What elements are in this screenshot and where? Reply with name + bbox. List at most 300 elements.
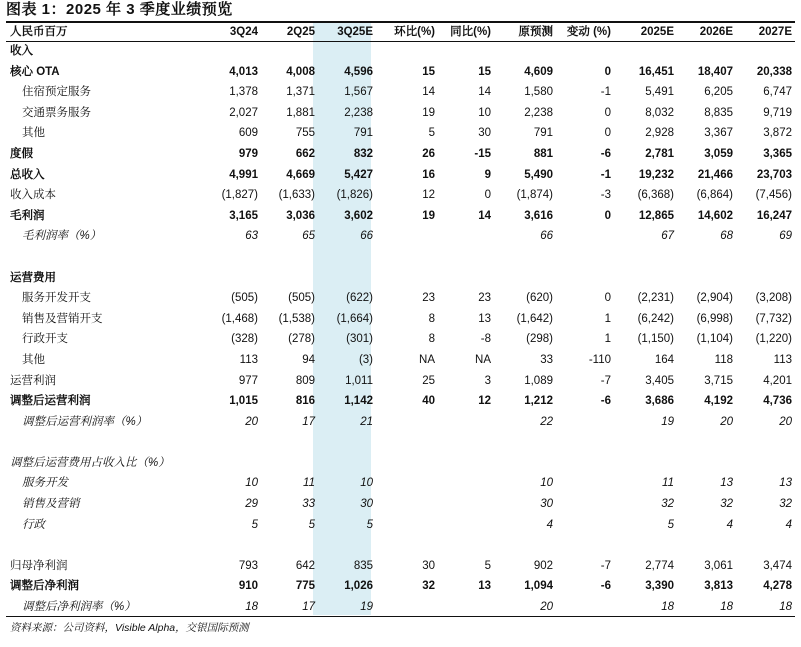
table-cell: 17	[302, 601, 315, 614]
table-row	[6, 412, 795, 433]
table-cell: (328)	[231, 333, 258, 346]
table-cell: 816	[295, 395, 315, 408]
table-row	[6, 473, 795, 494]
table-cell	[614, 247, 677, 268]
header-cell: 人民币百万	[10, 26, 68, 38]
table-cell: 4,669	[286, 168, 315, 181]
table-row	[6, 535, 795, 556]
table-cell: -1	[600, 86, 611, 99]
table-cell: 23	[478, 292, 491, 305]
row-label: 行政	[22, 518, 45, 531]
header-cell: 原预测	[518, 26, 553, 38]
table-cell	[736, 535, 795, 556]
table-cell	[677, 268, 736, 289]
table-cell	[261, 432, 318, 453]
row-label: 交通票务服务	[22, 106, 91, 119]
table-cell	[494, 432, 556, 453]
table-cell: (1,642)	[516, 312, 553, 325]
table-cell: 15	[478, 65, 491, 78]
table-cell: 1,378	[229, 86, 258, 99]
table-cell	[376, 473, 438, 494]
table-cell: 12	[478, 395, 491, 408]
table-cell: 642	[295, 559, 315, 572]
table-cell: 3,813	[704, 580, 733, 593]
row-label: 收入成本	[10, 189, 56, 202]
figure-title: 图表 1：2025 年 3 季度业绩预览	[6, 1, 233, 18]
table-cell: 8	[428, 333, 435, 346]
table-cell: 13	[779, 477, 792, 490]
table-cell	[204, 247, 261, 268]
table-cell	[204, 41, 261, 62]
table-cell: 5,491	[645, 86, 674, 99]
table-cell: 791	[353, 127, 373, 140]
table-cell	[376, 432, 438, 453]
row-label: 毛利润	[10, 209, 45, 222]
table-cell	[376, 226, 438, 247]
table-cell: 69	[779, 230, 792, 243]
table-cell	[438, 41, 494, 62]
table-cell: 63	[245, 230, 258, 243]
table-cell: 29	[245, 498, 258, 511]
table-cell: 18	[661, 601, 674, 614]
table-cell: 0	[604, 209, 611, 222]
row-label: 核心 OTA	[10, 65, 60, 78]
table-cell: 11	[303, 477, 315, 490]
table-cell: (298)	[526, 333, 553, 346]
table-cell: 3,872	[763, 127, 792, 140]
table-cell: 4,201	[763, 374, 792, 387]
table-cell	[494, 453, 556, 474]
table-cell	[261, 535, 318, 556]
table-cell: 67	[661, 230, 674, 243]
row-label: 服务开发开支	[22, 292, 91, 305]
table-cell: 5	[251, 518, 258, 531]
table-cell: (1,538)	[278, 312, 315, 325]
table-cell: 2,238	[524, 106, 553, 119]
table-cell: 33	[302, 498, 315, 511]
header-cell: 2025E	[640, 26, 674, 38]
table-cell	[438, 535, 494, 556]
table-cell: 2,781	[645, 147, 674, 160]
table-cell: 18	[779, 601, 792, 614]
table-cell: 4,609	[524, 65, 553, 78]
table-cell	[556, 597, 614, 618]
table-cell: 118	[714, 353, 733, 366]
table-cell: 30	[540, 498, 553, 511]
earnings-table	[6, 23, 795, 618]
table-cell: 164	[654, 353, 674, 366]
table-cell: 14	[478, 209, 491, 222]
table-cell: -6	[600, 580, 611, 593]
table-cell: (1,664)	[336, 312, 373, 325]
table-cell: 1,567	[344, 86, 373, 99]
table-cell: (620)	[526, 292, 553, 305]
table-cell: 19	[422, 209, 435, 222]
table-cell	[556, 453, 614, 474]
table-cell: 32	[720, 498, 733, 511]
table-cell	[494, 41, 556, 62]
table-cell: 1,371	[286, 86, 315, 99]
table-cell: 5	[366, 518, 373, 531]
table-cell: (1,150)	[637, 333, 674, 346]
table-cell: (505)	[288, 292, 315, 305]
table-cell: 16,247	[756, 209, 792, 222]
table-cell: (6,242)	[637, 312, 674, 325]
table-cell: (1,874)	[516, 189, 553, 202]
table-row	[6, 309, 795, 330]
table-cell: 19	[661, 415, 674, 428]
table-cell: 1,881	[286, 106, 315, 119]
table-cell: 5	[667, 518, 674, 531]
table-cell: (1,633)	[278, 189, 315, 202]
table-cell	[376, 453, 438, 474]
table-cell: -6	[600, 147, 611, 160]
table-cell: 4,991	[229, 168, 258, 181]
table-cell: 23,703	[756, 168, 792, 181]
table-cell: 3,367	[704, 127, 733, 140]
table-cell	[318, 535, 376, 556]
table-cell: 20,338	[756, 65, 792, 78]
table-row	[6, 515, 795, 536]
table-row	[6, 165, 795, 186]
table-cell: 65	[302, 230, 315, 243]
table-cell: 4	[785, 518, 792, 531]
table-cell: 20	[540, 601, 553, 614]
table-cell	[204, 535, 261, 556]
table-cell: 9	[484, 168, 491, 181]
table-row	[6, 576, 795, 597]
table-cell: (505)	[231, 292, 258, 305]
table-cell	[614, 453, 677, 474]
table-cell	[556, 41, 614, 62]
table-cell: 0	[484, 189, 491, 202]
table-cell: (2,231)	[637, 292, 674, 305]
row-label	[6, 535, 204, 556]
table-cell	[204, 453, 261, 474]
table-cell	[614, 268, 677, 289]
table-cell: 609	[238, 127, 258, 140]
table-cell	[376, 412, 438, 433]
table-cell	[494, 535, 556, 556]
table-cell: 18	[245, 601, 258, 614]
table-cell: 19	[422, 106, 435, 119]
table-cell: (278)	[288, 333, 315, 346]
table-cell	[438, 247, 494, 268]
table-cell: (1,827)	[221, 189, 258, 202]
table-cell: 6,205	[704, 86, 733, 99]
table-cell: 13	[478, 580, 491, 593]
header-row	[6, 23, 795, 41]
table-cell	[261, 41, 318, 62]
table-cell: 1,212	[524, 395, 553, 408]
table-cell: 3,365	[763, 147, 792, 160]
table-cell: -1	[600, 168, 611, 181]
table-row	[6, 123, 795, 144]
table-cell	[677, 453, 736, 474]
table-cell: 3,390	[645, 580, 674, 593]
table-cell: 66	[540, 230, 553, 243]
table-cell	[556, 515, 614, 536]
table-cell: (3)	[358, 353, 373, 366]
row-label: 度假	[10, 147, 33, 160]
table-cell	[556, 268, 614, 289]
table-cell	[556, 247, 614, 268]
header-cell: 2Q25	[286, 26, 315, 38]
table-cell	[438, 473, 494, 494]
table-cell: 775	[295, 580, 315, 593]
header-cell: 环比(%)	[394, 26, 435, 38]
table-cell: 20	[779, 415, 792, 428]
table-cell: 3	[484, 374, 491, 387]
bottom-rule	[6, 616, 795, 617]
table-row	[6, 62, 795, 83]
table-cell	[494, 268, 556, 289]
table-row	[6, 82, 795, 103]
table-cell: 5,427	[344, 168, 373, 181]
table-cell	[736, 41, 795, 62]
table-row	[6, 350, 795, 371]
table-cell: 3,165	[229, 209, 258, 222]
table-cell: 910	[238, 580, 258, 593]
table-cell	[677, 247, 736, 268]
table-cell: 12,865	[638, 209, 674, 222]
table-cell	[556, 473, 614, 494]
table-cell: 21	[360, 415, 373, 428]
table-cell: 30	[422, 559, 435, 572]
table-cell	[376, 597, 438, 618]
table-cell: (6,998)	[696, 312, 733, 325]
table-cell	[438, 432, 494, 453]
table-cell: 4,736	[763, 395, 792, 408]
table-cell	[438, 494, 494, 515]
table-cell: (7,456)	[755, 189, 792, 202]
table-cell: 881	[533, 147, 553, 160]
table-cell	[736, 268, 795, 289]
table-cell	[556, 412, 614, 433]
table-cell	[677, 535, 736, 556]
table-cell	[494, 247, 556, 268]
table-cell: 32	[779, 498, 792, 511]
table-cell: 1,089	[524, 374, 553, 387]
table-cell: 8,835	[704, 106, 733, 119]
table-row	[6, 206, 795, 227]
table-cell: 33	[540, 353, 553, 366]
table-cell	[614, 41, 677, 62]
table-cell: 17	[302, 415, 315, 428]
table-cell: 3,616	[524, 209, 553, 222]
table-cell: NA	[475, 353, 491, 366]
table-cell	[677, 432, 736, 453]
table-cell: 3,715	[704, 374, 733, 387]
table-cell	[736, 432, 795, 453]
row-label	[6, 247, 204, 268]
table-row	[6, 494, 795, 515]
table-cell: 10	[540, 477, 553, 490]
table-cell: 5	[308, 518, 315, 531]
table-cell: 3,405	[645, 374, 674, 387]
table-cell	[261, 453, 318, 474]
table-cell: 4,192	[704, 395, 733, 408]
table-cell: 12	[422, 189, 435, 202]
table-cell: 14	[422, 86, 435, 99]
row-label: 销售及营销开支	[22, 312, 103, 325]
table-row	[6, 453, 795, 474]
table-cell	[736, 453, 795, 474]
table-cell: (7,732)	[755, 312, 792, 325]
table-cell: NA	[419, 353, 435, 366]
table-cell: (3,208)	[755, 292, 792, 305]
header-cell: 2026E	[699, 26, 733, 38]
table-cell: 0	[604, 106, 611, 119]
table-cell: 20	[720, 415, 733, 428]
table-cell	[438, 453, 494, 474]
table-cell: -6	[600, 395, 611, 408]
table-cell: (1,104)	[696, 333, 733, 346]
row-label: 运营利润	[10, 374, 56, 387]
table-cell	[318, 268, 376, 289]
table-cell: -110	[588, 353, 611, 366]
table-cell: 40	[422, 395, 435, 408]
table-cell: 113	[773, 353, 792, 366]
table-cell: 94	[302, 353, 315, 366]
table-cell: 1,011	[345, 374, 373, 387]
table-cell: 23	[422, 292, 435, 305]
table-row	[6, 185, 795, 206]
table-cell	[318, 41, 376, 62]
table-cell: 16,451	[638, 65, 674, 78]
table-cell	[438, 597, 494, 618]
row-label: 总收入	[10, 168, 45, 181]
table-cell: 5,490	[524, 168, 553, 181]
table-cell: (6,864)	[696, 189, 733, 202]
row-label: 调整后运营利润率（%）	[22, 415, 148, 428]
table-cell: (1,826)	[336, 189, 373, 202]
header-cell: 3Q25E	[337, 26, 373, 38]
table-cell	[376, 247, 438, 268]
table-cell	[556, 535, 614, 556]
table-cell: 0	[604, 65, 611, 78]
row-label: 其他	[22, 127, 45, 140]
table-cell	[261, 247, 318, 268]
table-cell	[556, 432, 614, 453]
table-cell: -7	[600, 374, 611, 387]
table-cell: 13	[720, 477, 733, 490]
table-cell: 9,719	[763, 106, 792, 119]
table-row	[6, 556, 795, 577]
row-label: 销售及营销	[22, 498, 80, 511]
table-cell: 3,474	[763, 559, 792, 572]
table-cell: 18,407	[697, 65, 733, 78]
row-label: 运营费用	[10, 271, 56, 284]
table-cell: 809	[295, 374, 315, 387]
table-cell: 835	[353, 559, 373, 572]
table-cell: 10	[478, 106, 491, 119]
row-label: 行政开支	[22, 333, 68, 346]
table-cell: 4	[546, 518, 553, 531]
table-row	[6, 329, 795, 350]
table-cell: 4,008	[286, 65, 315, 78]
table-row	[6, 391, 795, 412]
table-cell	[614, 535, 677, 556]
table-cell: 832	[353, 147, 373, 160]
table-cell: 1	[604, 333, 611, 346]
table-cell: 11	[662, 477, 674, 490]
table-cell: 68	[720, 230, 733, 243]
table-cell: 1,580	[524, 86, 553, 99]
table-cell: 2,928	[645, 127, 674, 140]
table-row	[6, 226, 795, 247]
table-cell: 1,015	[229, 395, 258, 408]
table-cell	[677, 41, 736, 62]
table-cell: 3,602	[344, 209, 373, 222]
table-cell	[204, 432, 261, 453]
table-cell: 4	[726, 518, 733, 531]
table-cell: 32	[661, 498, 674, 511]
header-cell: 2027E	[758, 26, 792, 38]
table-cell: 30	[360, 498, 373, 511]
table-cell	[736, 247, 795, 268]
table-cell: 13	[478, 312, 491, 325]
table-cell: 755	[295, 127, 315, 140]
table-cell	[556, 494, 614, 515]
header-cell: 同比(%)	[450, 26, 491, 38]
table-cell: 19	[360, 601, 373, 614]
table-cell	[376, 41, 438, 62]
table-cell: 19,232	[638, 168, 674, 181]
table-cell	[438, 226, 494, 247]
table-cell	[376, 515, 438, 536]
row-label: 归母净利润	[10, 559, 68, 572]
row-label: 收入	[10, 45, 33, 57]
table-row	[6, 103, 795, 124]
table-cell: 3,059	[704, 147, 733, 160]
header-rule	[6, 41, 795, 42]
table-cell: -15	[474, 147, 491, 160]
table-cell: 977	[238, 374, 258, 387]
source-note: 资料来源：公司资料，Visible Alpha，交银国际预测	[10, 622, 249, 634]
table-cell: 20	[245, 415, 258, 428]
table-cell	[438, 515, 494, 536]
table-cell: -3	[600, 189, 611, 202]
table-row	[6, 288, 795, 309]
row-label: 住宿预定服务	[22, 86, 91, 99]
table-cell: 8	[428, 312, 435, 325]
row-label: 调整后运营利润	[10, 395, 91, 408]
table-cell: 1	[604, 312, 611, 325]
table-row	[6, 41, 795, 62]
table-cell: 113	[239, 353, 258, 366]
table-row	[6, 432, 795, 453]
table-cell: 793	[238, 559, 258, 572]
table-cell	[261, 268, 318, 289]
table-cell: 1,026	[344, 580, 373, 593]
table-cell	[376, 494, 438, 515]
table-cell: 662	[295, 147, 315, 160]
row-label: 毛利润率（%）	[22, 230, 102, 243]
table-cell: 0	[604, 292, 611, 305]
table-cell	[438, 268, 494, 289]
row-label: 调整后运营费用占收入比（%）	[10, 456, 170, 469]
table-cell	[318, 247, 376, 268]
row-label: 调整后净利润	[10, 580, 79, 593]
table-cell: 10	[360, 477, 373, 490]
table-cell: 25	[422, 374, 435, 387]
table-cell: 18	[720, 601, 733, 614]
table-cell	[376, 535, 438, 556]
table-cell: 10	[245, 477, 258, 490]
table-cell	[438, 412, 494, 433]
table-cell: 6,747	[763, 86, 792, 99]
